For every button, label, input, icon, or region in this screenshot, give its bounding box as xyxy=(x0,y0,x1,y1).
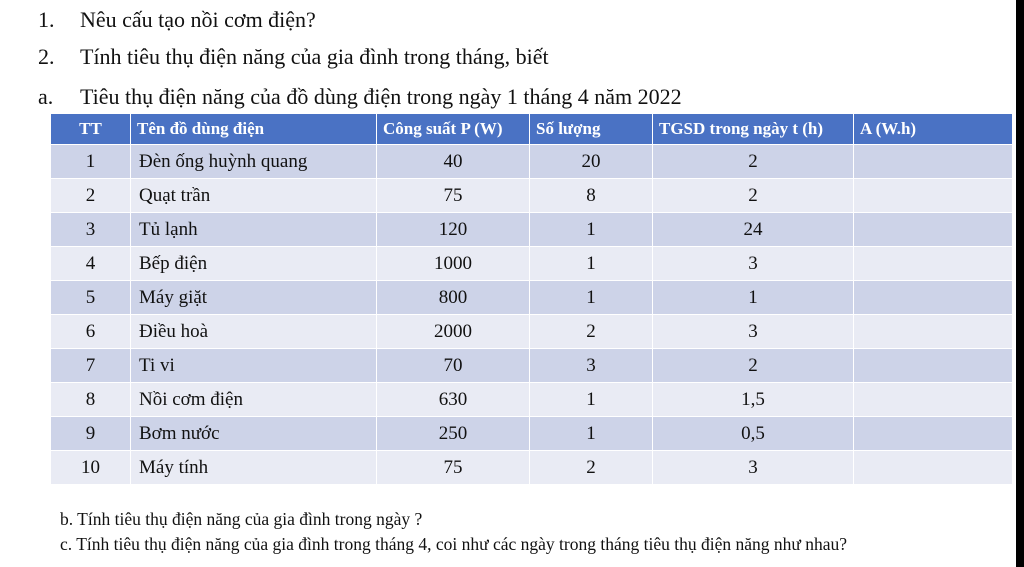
cell-quantity: 20 xyxy=(530,145,653,179)
cell-quantity: 2 xyxy=(530,315,653,349)
table-row xyxy=(51,451,1013,485)
cell-quantity: 8 xyxy=(530,179,653,213)
question-1-text: Nêu cấu tạo nồi cơm điện? xyxy=(80,7,316,32)
cell-energy xyxy=(854,179,1013,213)
cell-energy xyxy=(854,315,1013,349)
cell-tt: 9 xyxy=(51,417,131,451)
cell-time: 3 xyxy=(653,247,854,281)
cell-time: 2 xyxy=(653,145,854,179)
cell-time: 1 xyxy=(653,281,854,315)
cell-name: Nồi cơm điện xyxy=(131,383,377,417)
cell-tt: 8 xyxy=(51,383,131,417)
cell-energy xyxy=(854,451,1013,485)
cell-energy xyxy=(854,349,1013,383)
cell-time: 3 xyxy=(653,315,854,349)
cell-power: 630 xyxy=(377,383,530,417)
cell-power: 800 xyxy=(377,281,530,315)
cell-name: Bơm nước xyxy=(131,417,377,451)
cell-time: 24 xyxy=(653,213,854,247)
cell-energy xyxy=(854,247,1013,281)
question-1-number: 1. xyxy=(38,7,55,32)
cell-power: 1000 xyxy=(377,247,530,281)
cell-quantity: 2 xyxy=(530,451,653,485)
question-2-text: Tính tiêu thụ điện năng của gia đình trong tháng, biết xyxy=(80,44,549,69)
table-row xyxy=(51,145,1013,179)
cell-quantity: 1 xyxy=(530,281,653,315)
cell-power: 75 xyxy=(377,451,530,485)
table-row xyxy=(51,349,1013,383)
cell-energy xyxy=(854,383,1013,417)
cell-power: 250 xyxy=(377,417,530,451)
table-row xyxy=(51,417,1013,451)
cell-time: 1,5 xyxy=(653,383,854,417)
cell-quantity: 1 xyxy=(530,383,653,417)
question-a xyxy=(38,84,682,110)
cell-name: Ti vi xyxy=(131,349,377,383)
header-quantity: Số lượng xyxy=(530,114,653,145)
cell-name: Bếp điện xyxy=(131,247,377,281)
cell-energy xyxy=(854,281,1013,315)
cell-quantity: 1 xyxy=(530,213,653,247)
cell-power: 75 xyxy=(377,179,530,213)
cell-energy xyxy=(854,213,1013,247)
cell-energy xyxy=(854,417,1013,451)
sub-question-b: b. Tính tiêu thụ điện năng của gia đình trong ngày ? xyxy=(60,509,423,529)
cell-tt: 2 xyxy=(51,179,131,213)
cell-tt: 6 xyxy=(51,315,131,349)
cell-tt: 3 xyxy=(51,213,131,247)
cell-name: Máy tính xyxy=(131,451,377,485)
cell-time: 2 xyxy=(653,179,854,213)
cell-time: 3 xyxy=(653,451,854,485)
cell-power: 2000 xyxy=(377,315,530,349)
sub-question-c: c. Tính tiêu thụ điện năng của gia đình trong tháng 4, coi như các ngày trong tháng tiêu thụ điện năng như nhau? xyxy=(60,534,847,554)
header-name: Tên đồ dùng điện xyxy=(131,114,377,145)
header-energy: A (W.h) xyxy=(854,114,1013,145)
cell-power: 70 xyxy=(377,349,530,383)
question-1 xyxy=(38,7,316,33)
cell-power: 40 xyxy=(377,145,530,179)
cell-tt: 7 xyxy=(51,349,131,383)
header-tt: TT xyxy=(51,114,131,145)
cell-tt: 4 xyxy=(51,247,131,281)
table-row xyxy=(51,281,1013,315)
cell-power: 120 xyxy=(377,213,530,247)
cell-time: 0,5 xyxy=(653,417,854,451)
table-row xyxy=(51,213,1013,247)
table-row xyxy=(51,179,1013,213)
cell-name: Quạt trần xyxy=(131,179,377,213)
question-a-number: a. xyxy=(38,84,54,109)
question-2 xyxy=(38,44,549,70)
cell-name: Máy giặt xyxy=(131,281,377,315)
table-row xyxy=(51,247,1013,281)
table-row xyxy=(51,383,1013,417)
cell-quantity: 1 xyxy=(530,247,653,281)
question-a-text: Tiêu thụ điện năng của đồ dùng điện trong ngày 1 tháng 4 năm 2022 xyxy=(80,84,682,109)
cell-quantity: 1 xyxy=(530,417,653,451)
cell-name: Tủ lạnh xyxy=(131,213,377,247)
cell-tt: 10 xyxy=(51,451,131,485)
cell-quantity: 3 xyxy=(530,349,653,383)
cell-tt: 1 xyxy=(51,145,131,179)
table-header-row xyxy=(51,114,1013,145)
table-row xyxy=(51,315,1013,349)
question-2-number: 2. xyxy=(38,44,55,69)
cell-name: Đèn ống huỳnh quang xyxy=(131,145,377,179)
cell-time: 2 xyxy=(653,349,854,383)
header-power: Công suất P (W) xyxy=(377,114,530,145)
header-time: TGSD trong ngày t (h) xyxy=(653,114,854,145)
cell-tt: 5 xyxy=(51,281,131,315)
cell-name: Điều hoà xyxy=(131,315,377,349)
appliance-table xyxy=(50,113,1013,485)
cell-energy xyxy=(854,145,1013,179)
